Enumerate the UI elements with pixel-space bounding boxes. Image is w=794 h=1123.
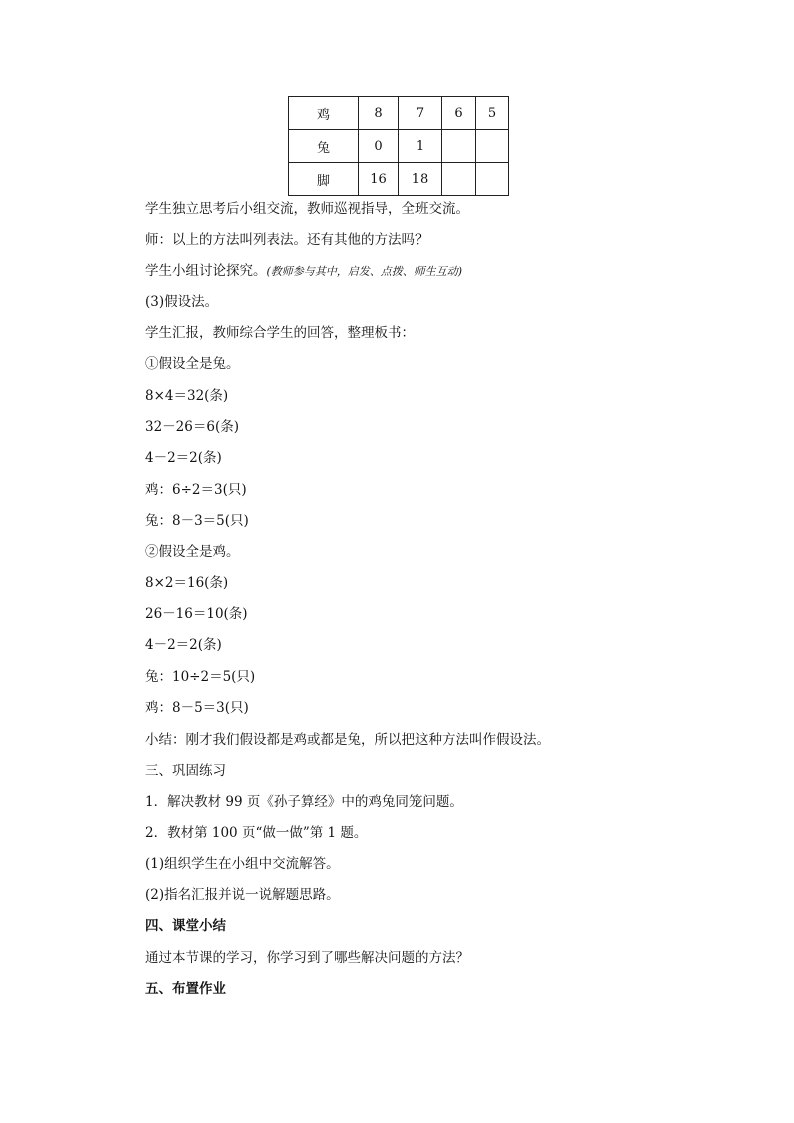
table-cell: 5: [476, 97, 509, 130]
exercise-item: 1．解决教材 99 页《孙子算经》中的鸡兔同笼问题。: [145, 794, 463, 810]
paragraph-student-exploration: [145, 261, 462, 282]
table-cell: [442, 130, 476, 163]
exercise-item: 2．教材第 100 页“做一做”第 1 题。: [145, 825, 368, 841]
equation-line: 4－2＝2(条): [145, 450, 222, 466]
teacher-note: (教师参与其中，启发、点拨、师生互动): [266, 265, 463, 278]
table-cell: [476, 163, 509, 196]
equation-line: 32－26＝6(条): [145, 419, 239, 435]
exercise-subitem: (2)指名汇报并说一说解题思路。: [145, 887, 340, 903]
table-cell: 7: [399, 97, 442, 130]
equation-line: 26－16＝10(条): [145, 606, 248, 622]
equation-line: 8×4＝32(条): [145, 388, 229, 404]
table-cell: 18: [399, 163, 442, 196]
table-cell-label: 脚: [289, 163, 359, 196]
table-cell: 16: [359, 163, 399, 196]
paragraph-teacher-question: 师：以上的方法叫列表法。还有其他的方法吗？: [145, 232, 429, 248]
paragraph-reflection-question: 通过本节课的学习，你学习到了哪些解决问题的方法？: [145, 950, 469, 966]
paragraph-summary: 小结：刚才我们假设都是鸡或都是兔，所以把这种方法叫作假设法。: [145, 732, 550, 748]
table-cell: [476, 130, 509, 163]
paragraph-text: 学生小组讨论探究。: [145, 263, 267, 279]
chicken-rabbit-table: [288, 96, 509, 196]
heading-assumption-method: (3)假设法。: [145, 294, 219, 310]
section-heading-practice: 三、巩固练习: [145, 763, 226, 779]
equation-line: 8×2＝16(条): [145, 575, 229, 591]
case-all-chickens: ②假设全是鸡。: [145, 544, 240, 560]
equation-line: 4－2＝2(条): [145, 637, 222, 653]
table-cell: 1: [399, 130, 442, 163]
section-heading-homework: 五、布置作业: [145, 981, 226, 997]
equation-line: 鸡：6÷2＝3(只): [145, 482, 247, 498]
table-cell: 8: [359, 97, 399, 130]
exercise-subitem: (1)组织学生在小组中交流解答。: [145, 856, 340, 872]
table-cell-label: 兔: [289, 130, 359, 163]
paragraph-group-discussion: 学生独立思考后小组交流，教师巡视指导，全班交流。: [145, 201, 469, 217]
table-row: [289, 163, 509, 196]
table-cell-label: 鸡: [289, 97, 359, 130]
section-heading-class-summary: 四、课堂小结: [145, 918, 226, 934]
table-row: [289, 130, 509, 163]
paragraph-student-report: 学生汇报，教师综合学生的回答，整理板书：: [145, 325, 415, 341]
equation-line: 鸡：8－5＝3(只): [145, 700, 249, 716]
equation-line: 兔：8－3＝5(只): [145, 513, 249, 529]
table-cell: 6: [442, 97, 476, 130]
table-cell: [442, 163, 476, 196]
equation-line: 兔：10÷2＝5(只): [145, 669, 256, 685]
case-all-rabbits: ①假设全是兔。: [145, 356, 240, 372]
table-cell: 0: [359, 130, 399, 163]
table-row: [289, 97, 509, 130]
